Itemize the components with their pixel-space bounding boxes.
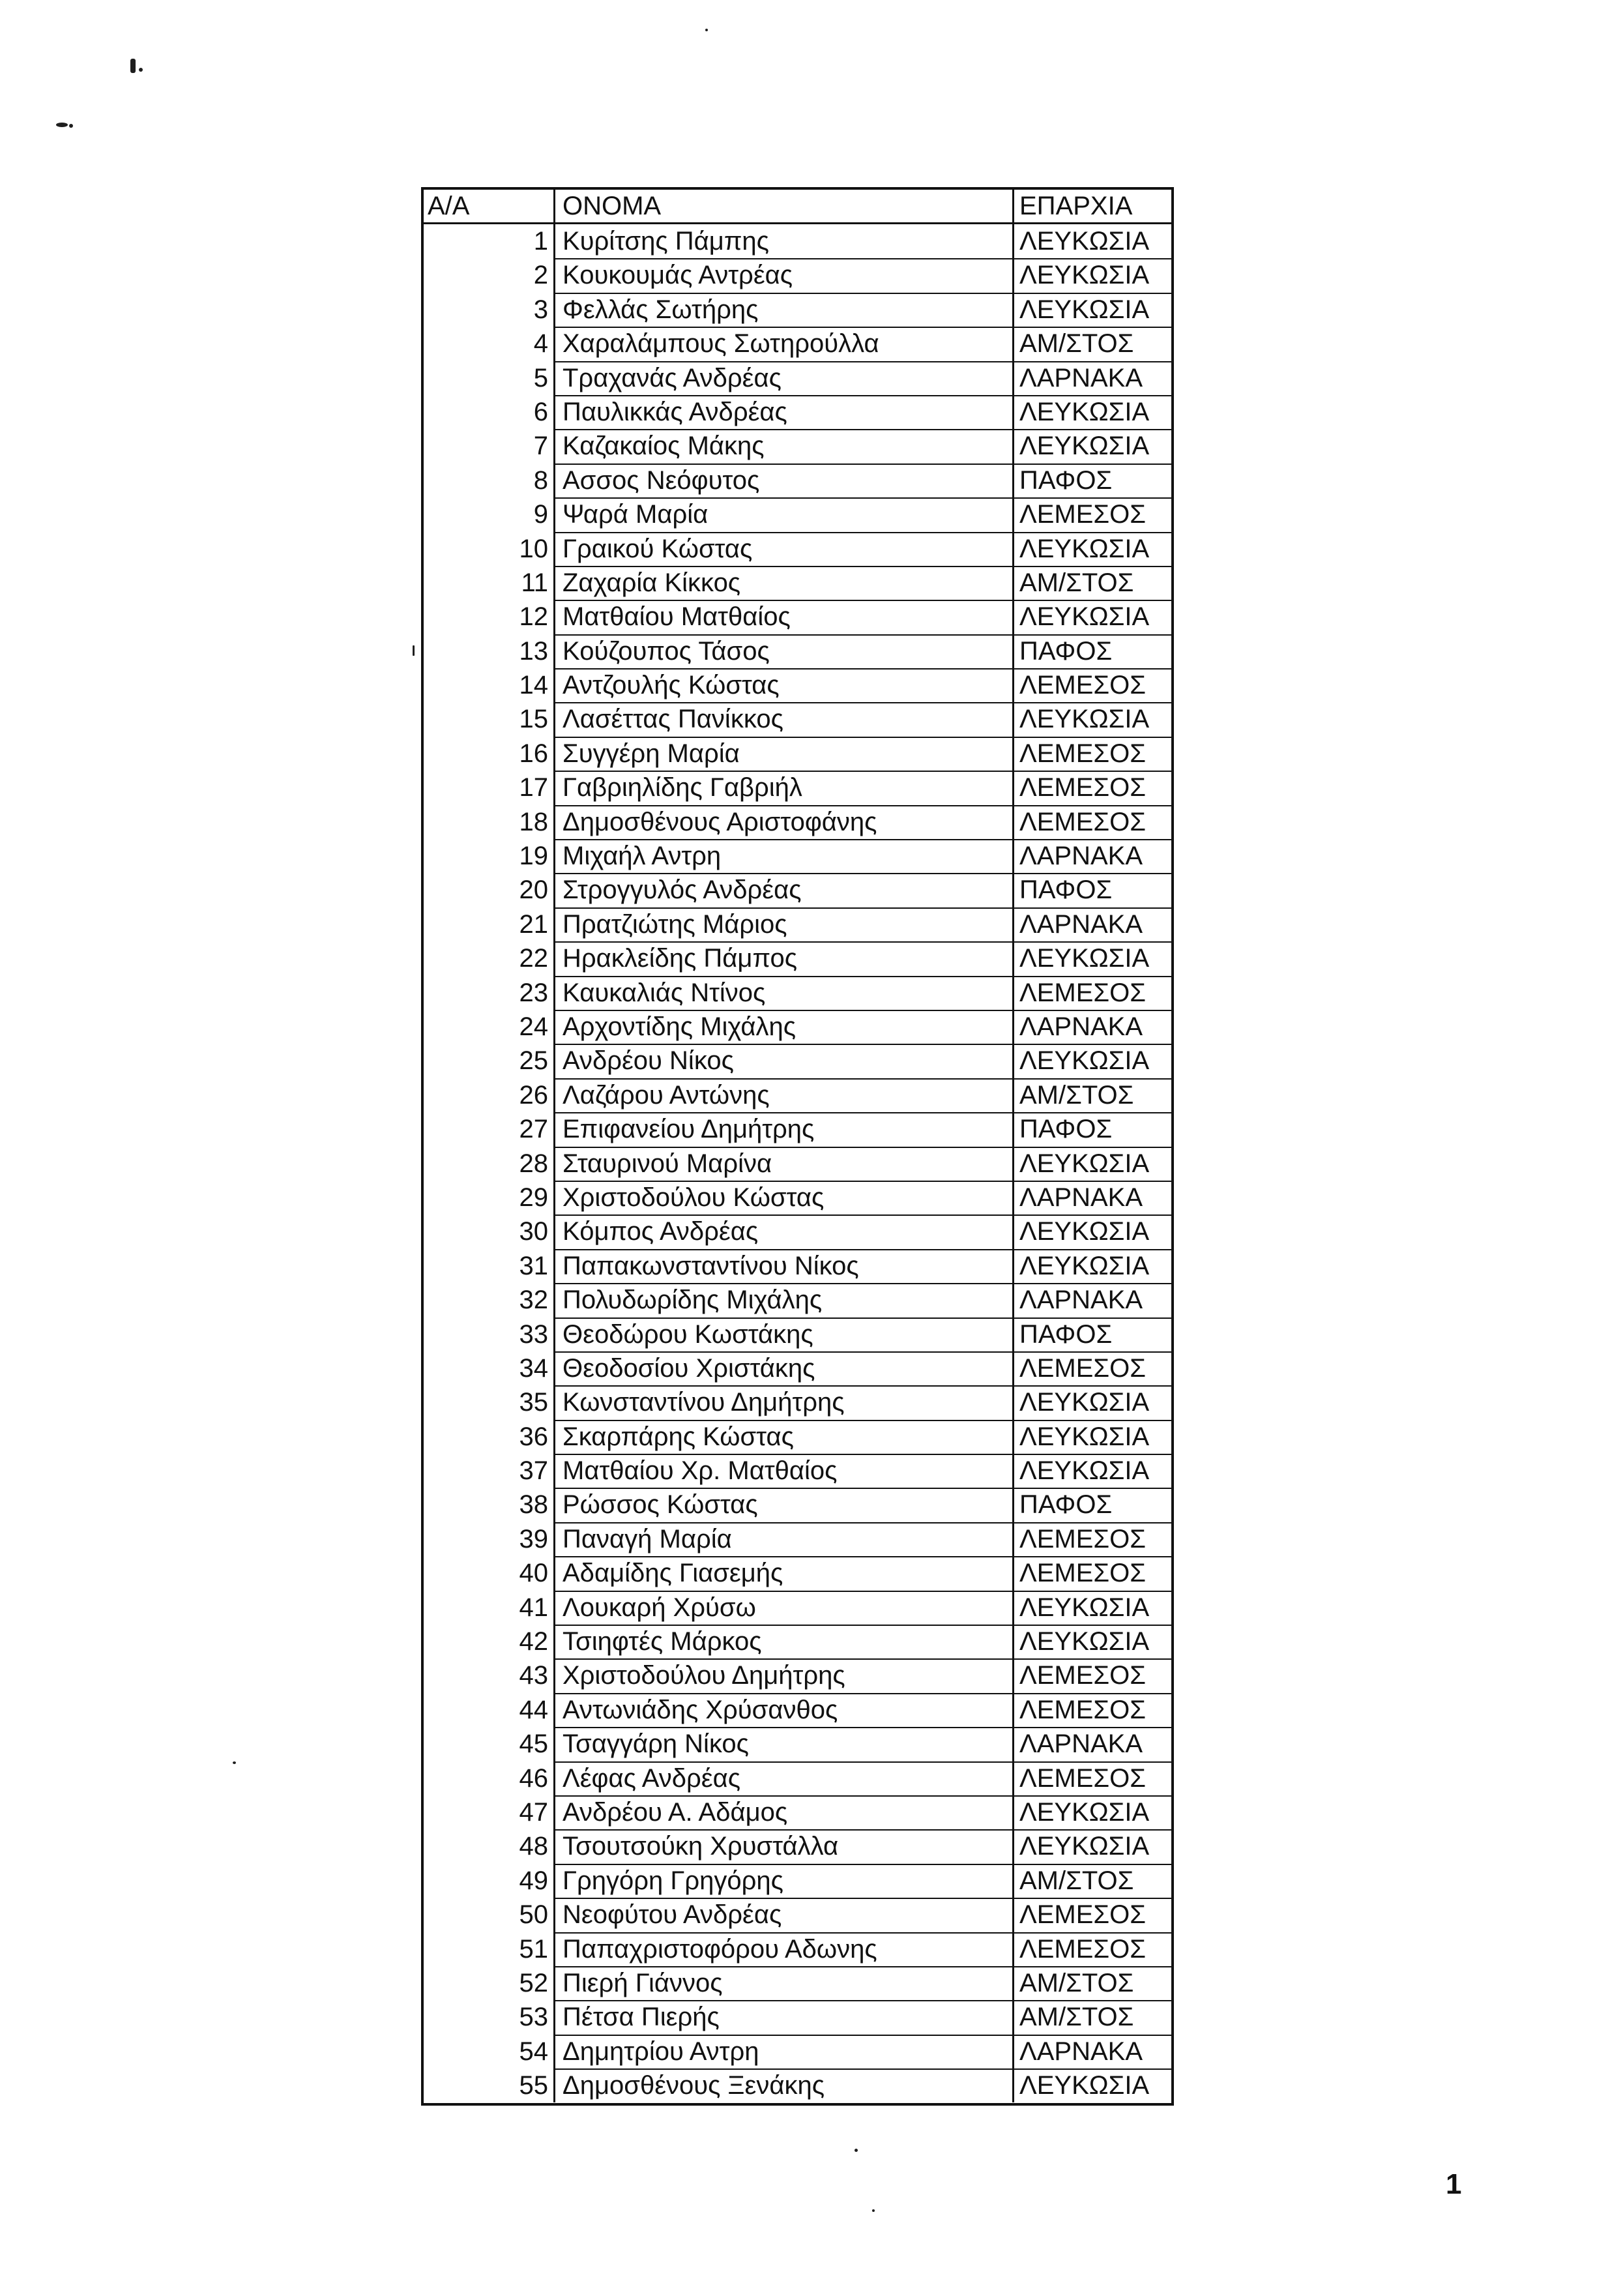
name-cell: Συγγέρη Μαρία bbox=[555, 737, 1014, 771]
row-number: 33 bbox=[424, 1317, 555, 1351]
district-cell: ΠΑΦΟΣ bbox=[1014, 1112, 1171, 1146]
name-cell: Λουκαρή Χρύσω bbox=[555, 1591, 1014, 1625]
district-cell: ΛΕΥΚΩΣΙΑ bbox=[1014, 1420, 1171, 1454]
row-number: 6 bbox=[424, 395, 555, 429]
district-cell: ΛΕΥΚΩΣΙΑ bbox=[1014, 293, 1171, 327]
district-cell: ΛΕΜΕΣΟΣ bbox=[1014, 1761, 1171, 1795]
table-row bbox=[424, 1283, 1171, 1317]
district-cell: ΛΕΥΚΩΣΙΑ bbox=[1014, 1829, 1171, 1863]
scan-speck bbox=[233, 1761, 236, 1764]
row-number: 43 bbox=[424, 1658, 555, 1692]
header-aa: A/A bbox=[424, 190, 555, 222]
table-row bbox=[424, 1044, 1171, 1078]
name-cell: Θεοδώρου Κωστάκης bbox=[555, 1317, 1014, 1351]
district-cell: ΠΑΦΟΣ bbox=[1014, 464, 1171, 497]
name-cell: Πέτσα Πιερής bbox=[555, 2000, 1014, 2034]
table-row bbox=[424, 634, 1171, 668]
name-cell: Πρατζιώτης Μάριος bbox=[555, 907, 1014, 941]
district-cell: ΛΕΜΕΣΟΣ bbox=[1014, 737, 1171, 771]
row-number: 12 bbox=[424, 600, 555, 634]
name-cell: Χαραλάμπους Σωτηρούλλα bbox=[555, 327, 1014, 361]
table-row bbox=[424, 2068, 1171, 2102]
row-number: 25 bbox=[424, 1044, 555, 1078]
table-row bbox=[424, 327, 1171, 361]
name-cell: Παυλικκάς Ανδρέας bbox=[555, 395, 1014, 429]
name-cell: Ασσος Νεόφυτος bbox=[555, 464, 1014, 497]
district-cell: ΛΕΥΚΩΣΙΑ bbox=[1014, 941, 1171, 975]
district-cell: ΛΑΡΝΑΚΑ bbox=[1014, 907, 1171, 941]
name-cell: Τσιηφτές Μάρκος bbox=[555, 1625, 1014, 1658]
row-number: 13 bbox=[424, 634, 555, 668]
name-cell: Ανδρέου Νίκος bbox=[555, 1044, 1014, 1078]
district-cell: ΠΑΦΟΣ bbox=[1014, 873, 1171, 907]
row-number: 30 bbox=[424, 1214, 555, 1248]
name-cell: Κουκουμάς Αντρέας bbox=[555, 258, 1014, 292]
name-cell: Τραχανάς Ανδρέας bbox=[555, 361, 1014, 395]
name-cell: Φελλάς Σωτήρης bbox=[555, 293, 1014, 327]
row-number: 16 bbox=[424, 737, 555, 771]
table-row bbox=[424, 839, 1171, 873]
name-cell: Ηρακλείδης Πάμπος bbox=[555, 941, 1014, 975]
table-row bbox=[424, 566, 1171, 600]
table-row bbox=[424, 600, 1171, 634]
district-cell: ΛΕΥΚΩΣΙΑ bbox=[1019, 227, 1150, 256]
district-cell: ΛΕΜΕΣΟΣ bbox=[1014, 1898, 1171, 1932]
row-number: 2 bbox=[424, 258, 555, 292]
table-row bbox=[424, 1317, 1171, 1351]
row-number: 18 bbox=[424, 805, 555, 839]
table-row bbox=[424, 1249, 1171, 1283]
table-row bbox=[424, 1181, 1171, 1214]
name-cell: Παναγή Μαρία bbox=[555, 1522, 1014, 1556]
page-number: 1 bbox=[1446, 2168, 1462, 2200]
table-row bbox=[424, 1727, 1171, 1761]
district-cell: ΛΕΥΚΩΣΙΑ bbox=[1014, 600, 1171, 634]
table-row bbox=[424, 873, 1171, 907]
district-cell: ΛΕΥΚΩΣΙΑ bbox=[1014, 1625, 1171, 1658]
district-cell: ΛΑΡΝΑΚΑ bbox=[1014, 1727, 1171, 1761]
district-cell: ΑΜ/ΣΤΟΣ bbox=[1014, 327, 1171, 361]
row-number: 28 bbox=[424, 1147, 555, 1181]
name-cell: Χριστοδούλου Κώστας bbox=[555, 1181, 1014, 1214]
name-cell: Κυρίτσης Πάμπης bbox=[555, 224, 1014, 258]
row-number: 48 bbox=[424, 1829, 555, 1863]
district-cell: ΛΑΡΝΑΚΑ bbox=[1014, 2035, 1171, 2068]
scan-speck bbox=[139, 68, 143, 72]
row-number: 44 bbox=[424, 1693, 555, 1727]
scan-speck bbox=[69, 124, 73, 128]
name-cell: Ματθαίου Χρ. Ματθαίος bbox=[555, 1454, 1014, 1488]
name-cell: Σταυρινού Μαρίνα bbox=[555, 1147, 1014, 1181]
name-cell: Καυκαλιάς Ντίνος bbox=[555, 976, 1014, 1010]
name-cell: Παπαχριστοφόρου Αδωνης bbox=[555, 1932, 1014, 1966]
table-row bbox=[424, 1488, 1171, 1522]
name-cell: Επιφανείου Δημήτρης bbox=[555, 1112, 1014, 1146]
name-cell: Δημοσθένους Ξενάκης bbox=[555, 2068, 1014, 2102]
table-row bbox=[424, 1829, 1171, 1863]
row-number: 7 bbox=[424, 429, 555, 463]
row-number: 45 bbox=[424, 1727, 555, 1761]
row-number: 27 bbox=[424, 1112, 555, 1146]
row-number: 35 bbox=[424, 1385, 555, 1419]
row-number: 41 bbox=[424, 1591, 555, 1625]
row-number: 11 bbox=[424, 566, 555, 600]
table-row bbox=[424, 1658, 1171, 1692]
header-name: ΟΝΟΜΑ bbox=[555, 190, 1014, 222]
scan-speck bbox=[413, 645, 415, 656]
table-row bbox=[424, 2035, 1171, 2068]
district-cell: ΠΑΦΟΣ bbox=[1014, 1488, 1171, 1522]
table-row bbox=[424, 293, 1171, 327]
name-cell: Κόμπος Ανδρέας bbox=[555, 1214, 1014, 1248]
table-row bbox=[424, 941, 1171, 975]
district-cell: ΛΕΥΚΩΣΙΑ bbox=[1014, 1454, 1171, 1488]
row-number: 34 bbox=[424, 1351, 555, 1385]
district-cell: ΑΜ/ΣΤΟΣ bbox=[1014, 1966, 1171, 2000]
table-row bbox=[424, 361, 1171, 395]
district-cell: ΛΕΥΚΩΣΙΑ bbox=[1014, 1591, 1171, 1625]
table-row bbox=[424, 1966, 1171, 2000]
table-row bbox=[424, 1625, 1171, 1658]
table-row bbox=[424, 429, 1171, 463]
row-number: 36 bbox=[424, 1420, 555, 1454]
district-cell: ΛΕΜΕΣΟΣ bbox=[1014, 1351, 1171, 1385]
table-row bbox=[424, 1693, 1171, 1727]
district-cell: ΛΕΜΕΣΟΣ bbox=[1014, 668, 1171, 702]
name-cell: Γραικού Κώστας bbox=[555, 532, 1014, 566]
row-number: 42 bbox=[424, 1625, 555, 1658]
row-number: 55 bbox=[424, 2068, 555, 2102]
row-number: 20 bbox=[424, 873, 555, 907]
district-cell: ΛΑΡΝΑΚΑ bbox=[1014, 839, 1171, 873]
district-cell: ΛΕΜΕΣΟΣ bbox=[1014, 1932, 1171, 1966]
table-row bbox=[424, 1591, 1171, 1625]
table-row bbox=[424, 771, 1171, 804]
district-cell: ΛΕΜΕΣΟΣ bbox=[1014, 976, 1171, 1010]
table-row bbox=[424, 1112, 1171, 1146]
table-row bbox=[424, 497, 1171, 531]
table-row bbox=[424, 1010, 1171, 1044]
scan-speck bbox=[130, 59, 136, 73]
name-cell: Παπακωνσταντίνου Νίκος bbox=[555, 1249, 1014, 1283]
row-number: 4 bbox=[424, 327, 555, 361]
table-row bbox=[424, 907, 1171, 941]
name-cell: Δημοσθένους Αριστοφάνης bbox=[555, 805, 1014, 839]
name-cell: Λέφας Ανδρέας bbox=[555, 1761, 1014, 1795]
row-number: 1 bbox=[424, 224, 555, 258]
district-cell: ΛΕΥΚΩΣΙΑ bbox=[1014, 532, 1171, 566]
table-row bbox=[424, 976, 1171, 1010]
row-number: 23 bbox=[424, 976, 555, 1010]
row-number: 22 bbox=[424, 941, 555, 975]
name-cell: Μιχαήλ Αντρη bbox=[555, 839, 1014, 873]
name-cell: Γαβριηλίδης Γαβριήλ bbox=[555, 771, 1014, 804]
district-cell: ΛΕΥΚΩΣΙΑ bbox=[1014, 1795, 1171, 1829]
district-cell: ΛΕΜΕΣΟΣ bbox=[1014, 497, 1171, 531]
district-cell: ΑΜ/ΣΤΟΣ bbox=[1014, 1864, 1171, 1898]
district-cell: ΛΕΜΕΣΟΣ bbox=[1014, 1556, 1171, 1590]
name-cell: Δημητρίου Αντρη bbox=[555, 2035, 1014, 2068]
table-row bbox=[424, 1795, 1171, 1829]
district-cell: ΠΑΦΟΣ bbox=[1014, 634, 1171, 668]
table-row bbox=[424, 1214, 1171, 1248]
row-number: 24 bbox=[424, 1010, 555, 1044]
name-cell: Ρώσσος Κώστας bbox=[555, 1488, 1014, 1522]
district-cell: ΛΕΜΕΣΟΣ bbox=[1014, 1522, 1171, 1556]
names-table bbox=[421, 187, 1174, 2106]
row-number: 31 bbox=[424, 1249, 555, 1283]
table-header-row bbox=[424, 190, 1171, 224]
row-number: 40 bbox=[424, 1556, 555, 1590]
scan-speck bbox=[705, 29, 708, 31]
name-cell: Ματθαίου Ματθαίος bbox=[555, 600, 1014, 634]
row-number: 49 bbox=[424, 1864, 555, 1898]
table-row bbox=[424, 1864, 1171, 1898]
name-cell: Αντζουλής Κώστας bbox=[555, 668, 1014, 702]
name-cell: Ανδρέου Α. Αδάμος bbox=[555, 1795, 1014, 1829]
table-row bbox=[424, 1761, 1171, 1795]
name-cell: Λαζάρου Αντώνης bbox=[555, 1078, 1014, 1112]
row-number: 46 bbox=[424, 1761, 555, 1795]
row-number: 47 bbox=[424, 1795, 555, 1829]
name-cell: Πιερή Γιάννος bbox=[555, 1966, 1014, 2000]
table-row bbox=[424, 1420, 1171, 1454]
name-cell: Σκαρπάρης Κώστας bbox=[555, 1420, 1014, 1454]
name-cell: Ζαχαρία Κίκκος bbox=[555, 566, 1014, 600]
table-row bbox=[424, 1454, 1171, 1488]
district-cell: ΛΕΜΕΣΟΣ bbox=[1014, 805, 1171, 839]
table-row bbox=[424, 2000, 1171, 2034]
district-cell: ΠΑΦΟΣ bbox=[1014, 1317, 1171, 1351]
district-cell: ΛΕΥΚΩΣΙΑ bbox=[1014, 1044, 1171, 1078]
district-cell: ΛΕΥΚΩΣΙΑ bbox=[1014, 2068, 1171, 2102]
district-cell: ΛΕΥΚΩΣΙΑ bbox=[1014, 1214, 1171, 1248]
district-cell: ΛΕΜΕΣΟΣ bbox=[1014, 1658, 1171, 1692]
name-cell: Αντωνιάδης Χρύσανθος bbox=[555, 1693, 1014, 1727]
header-district: ΕΠΑΡΧΙΑ bbox=[1019, 192, 1133, 220]
name-cell: Πολυδωρίδης Μιχάλης bbox=[555, 1283, 1014, 1317]
row-number: 21 bbox=[424, 907, 555, 941]
name-cell: Αδαμίδης Γιασεμής bbox=[555, 1556, 1014, 1590]
row-number: 51 bbox=[424, 1932, 555, 1966]
row-number: 39 bbox=[424, 1522, 555, 1556]
district-cell: ΛΕΥΚΩΣΙΑ bbox=[1014, 395, 1171, 429]
name-cell: Τσαγγάρη Νίκος bbox=[555, 1727, 1014, 1761]
table-row bbox=[424, 532, 1171, 566]
row-number: 14 bbox=[424, 668, 555, 702]
row-number: 5 bbox=[424, 361, 555, 395]
district-cell: ΛΕΥΚΩΣΙΑ bbox=[1014, 1147, 1171, 1181]
scan-speck bbox=[855, 2149, 858, 2152]
name-cell: Αρχοντίδης Μιχάλης bbox=[555, 1010, 1014, 1044]
district-cell: ΛΕΥΚΩΣΙΑ bbox=[1014, 702, 1171, 736]
table-row bbox=[424, 1147, 1171, 1181]
row-number: 8 bbox=[424, 464, 555, 497]
table-row bbox=[424, 702, 1171, 736]
table-row bbox=[424, 1522, 1171, 1556]
row-number: 53 bbox=[424, 2000, 555, 2034]
row-number: 17 bbox=[424, 771, 555, 804]
row-number: 19 bbox=[424, 839, 555, 873]
name-cell: Γρηγόρη Γρηγόρης bbox=[555, 1864, 1014, 1898]
row-number: 38 bbox=[424, 1488, 555, 1522]
row-number: 26 bbox=[424, 1078, 555, 1112]
table-row bbox=[424, 805, 1171, 839]
name-cell: Κωνσταντίνου Δημήτρης bbox=[555, 1385, 1014, 1419]
district-cell: ΛΕΥΚΩΣΙΑ bbox=[1014, 258, 1171, 292]
row-number: 29 bbox=[424, 1181, 555, 1214]
row-number: 9 bbox=[424, 497, 555, 531]
district-cell: ΛΕΜΕΣΟΣ bbox=[1014, 771, 1171, 804]
row-number: 3 bbox=[424, 293, 555, 327]
table-row bbox=[424, 1351, 1171, 1385]
district-cell: ΛΕΥΚΩΣΙΑ bbox=[1014, 429, 1171, 463]
scan-speck bbox=[56, 123, 68, 127]
name-cell: Νεοφύτου Ανδρέας bbox=[555, 1898, 1014, 1932]
name-cell: Τσουτσούκη Χρυστάλλα bbox=[555, 1829, 1014, 1863]
row-number: 10 bbox=[424, 532, 555, 566]
table-row bbox=[424, 1078, 1171, 1112]
table-row bbox=[424, 1898, 1171, 1932]
table-row bbox=[424, 1385, 1171, 1419]
table-row bbox=[424, 395, 1171, 429]
table-row bbox=[424, 258, 1171, 292]
row-number: 32 bbox=[424, 1283, 555, 1317]
row-number: 54 bbox=[424, 2035, 555, 2068]
name-cell: Στρογγυλός Ανδρέας bbox=[555, 873, 1014, 907]
district-cell: ΛΑΡΝΑΚΑ bbox=[1014, 1010, 1171, 1044]
name-cell: Χριστοδούλου Δημήτρης bbox=[555, 1658, 1014, 1692]
name-cell: Λασέττας Πανίκκος bbox=[555, 702, 1014, 736]
table-row bbox=[424, 668, 1171, 702]
district-cell: ΛΕΜΕΣΟΣ bbox=[1014, 1693, 1171, 1727]
district-cell: ΑΜ/ΣΤΟΣ bbox=[1014, 566, 1171, 600]
district-cell: ΛΕΥΚΩΣΙΑ bbox=[1014, 1249, 1171, 1283]
table-row bbox=[424, 1556, 1171, 1590]
row-number: 37 bbox=[424, 1454, 555, 1488]
scan-speck bbox=[872, 2209, 875, 2212]
table-row bbox=[424, 737, 1171, 771]
table-row bbox=[424, 1932, 1171, 1966]
name-cell: Καζακαίος Μάκης bbox=[555, 429, 1014, 463]
district-cell: ΑΜ/ΣΤΟΣ bbox=[1014, 2000, 1171, 2034]
district-cell: ΛΕΥΚΩΣΙΑ bbox=[1014, 1385, 1171, 1419]
name-cell: Θεοδοσίου Χριστάκης bbox=[555, 1351, 1014, 1385]
district-cell: ΑΜ/ΣΤΟΣ bbox=[1014, 1078, 1171, 1112]
row-number: 15 bbox=[424, 702, 555, 736]
district-cell: ΛΑΡΝΑΚΑ bbox=[1014, 1181, 1171, 1214]
name-cell: Ψαρά Μαρία bbox=[555, 497, 1014, 531]
table-row bbox=[424, 464, 1171, 497]
district-cell: ΛΑΡΝΑΚΑ bbox=[1014, 361, 1171, 395]
row-number: 50 bbox=[424, 1898, 555, 1932]
table-row bbox=[424, 224, 1171, 258]
row-number: 52 bbox=[424, 1966, 555, 2000]
district-cell: ΛΑΡΝΑΚΑ bbox=[1014, 1283, 1171, 1317]
name-cell: Κούζουπος Τάσος bbox=[555, 634, 1014, 668]
